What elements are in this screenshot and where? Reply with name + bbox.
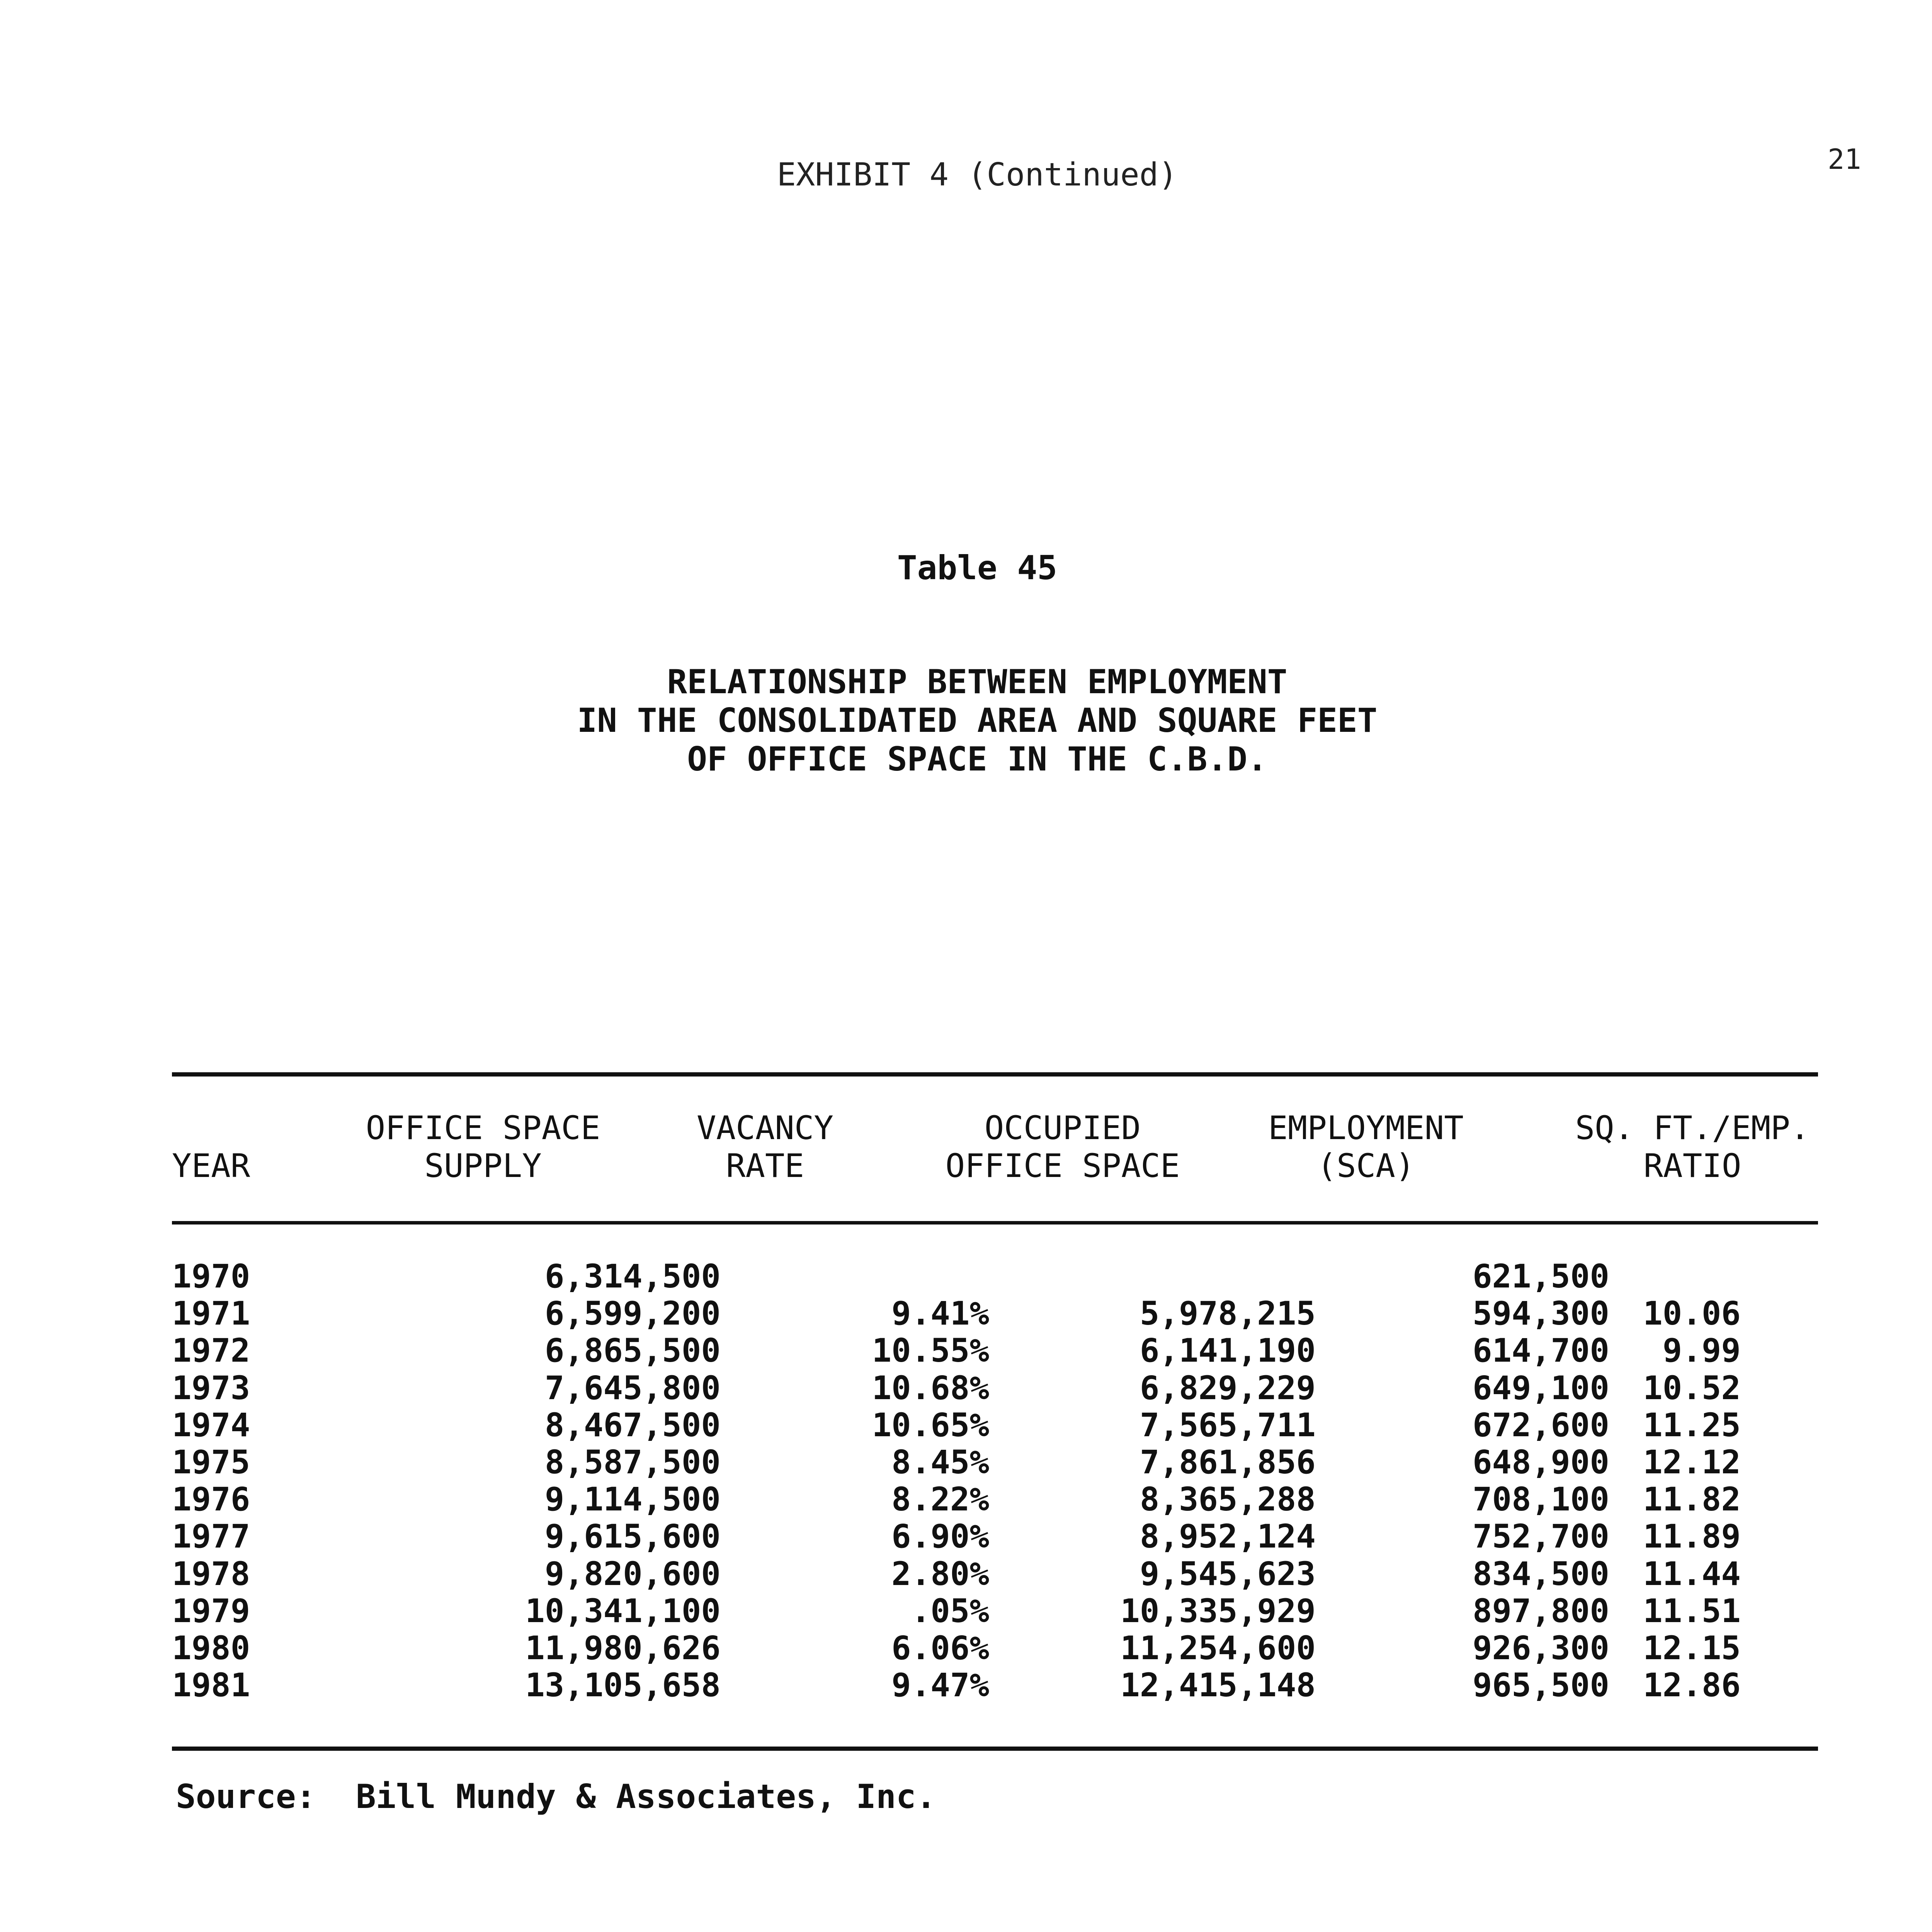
cell-occupied-office-space: 11,254,600 <box>1120 1629 1316 1667</box>
table-row <box>172 1332 1818 1369</box>
cell-sqft-per-emp-ratio: 11.82 <box>1643 1480 1741 1519</box>
table-row <box>172 1258 1818 1295</box>
cell-occupied-office-space: 12,415,148 <box>1120 1666 1316 1704</box>
cell-employment: 672,600 <box>1472 1406 1609 1444</box>
table-row <box>172 1555 1818 1592</box>
cell-year: 1978 <box>172 1554 250 1593</box>
cell-sqft-per-emp-ratio: 12.86 <box>1643 1666 1741 1704</box>
column-header-employment-line-1: EMPLOYMENT <box>1268 1109 1464 1147</box>
cell-vacancy-rate: 6.90% <box>891 1517 989 1556</box>
cell-occupied-office-space: 7,565,711 <box>1139 1406 1316 1444</box>
table-number: Table 45 <box>897 549 1058 587</box>
cell-employment: 965,500 <box>1472 1666 1609 1704</box>
cell-office-space-supply: 11,980,626 <box>525 1629 721 1667</box>
cell-occupied-office-space: 9,545,623 <box>1139 1554 1316 1593</box>
cell-office-space-supply: 9,615,600 <box>544 1517 721 1556</box>
table-row <box>172 1518 1818 1555</box>
table-row <box>172 1295 1818 1332</box>
table-row <box>172 1406 1818 1444</box>
table-row <box>172 1444 1818 1481</box>
cell-occupied-office-space: 7,861,856 <box>1139 1443 1316 1481</box>
source-note <box>176 1777 936 1816</box>
cell-vacancy-rate: .05% <box>911 1592 989 1630</box>
cell-sqft-per-emp-ratio: 11.25 <box>1643 1406 1741 1444</box>
cell-occupied-office-space: 10,335,929 <box>1120 1592 1316 1630</box>
column-header-supply-line-2: SUPPLY <box>424 1147 542 1185</box>
cell-vacancy-rate: 10.68% <box>872 1369 989 1407</box>
table-title-line-2: IN THE CONSOLIDATED AREA AND SQUARE FEET <box>577 701 1378 740</box>
cell-vacancy-rate: 2.80% <box>891 1554 989 1593</box>
cell-sqft-per-emp-ratio: 11.89 <box>1643 1517 1741 1556</box>
cell-office-space-supply: 6,865,500 <box>544 1332 721 1370</box>
cell-year: 1974 <box>172 1406 250 1444</box>
cell-occupied-office-space: 8,365,288 <box>1139 1480 1316 1519</box>
cell-year: 1980 <box>172 1629 250 1667</box>
cell-employment: 649,100 <box>1472 1369 1609 1407</box>
exhibit-heading: EXHIBIT 4 (Continued) <box>777 156 1178 193</box>
cell-year: 1972 <box>172 1332 250 1370</box>
column-header-year-line-1: YEAR <box>172 1147 250 1185</box>
table-title-line-3: OF OFFICE SPACE IN THE C.B.D. <box>687 740 1267 779</box>
cell-vacancy-rate: 10.55% <box>872 1332 989 1370</box>
cell-vacancy-rate: 9.41% <box>891 1294 989 1333</box>
column-header-ratio-line-1: SQ. FT./EMP. <box>1575 1109 1810 1147</box>
cell-year: 1975 <box>172 1443 250 1481</box>
cell-sqft-per-emp-ratio: 10.52 <box>1643 1369 1741 1407</box>
table-bottom-rule <box>172 1747 1818 1751</box>
cell-year: 1971 <box>172 1294 250 1333</box>
cell-employment: 897,800 <box>1472 1592 1609 1630</box>
table-top-rule <box>172 1072 1818 1077</box>
column-header-sqft-per-emp-ratio <box>1565 1109 1820 1185</box>
table-header-rule <box>172 1221 1818 1225</box>
cell-sqft-per-emp-ratio: 10.06 <box>1643 1294 1741 1333</box>
column-header-occupied-office-space <box>927 1109 1198 1185</box>
cell-vacancy-rate: 9.47% <box>891 1666 989 1704</box>
column-header-year <box>172 1147 250 1185</box>
cell-office-space-supply: 8,587,500 <box>544 1443 721 1481</box>
cell-office-space-supply: 7,645,800 <box>544 1369 721 1407</box>
cell-vacancy-rate: 10.65% <box>872 1406 989 1444</box>
column-header-vacancy-line-1: VACANCY <box>696 1109 833 1147</box>
cell-employment: 614,700 <box>1472 1332 1609 1370</box>
table-title-line-1: RELATIONSHIP BETWEEN EMPLOYMENT <box>667 663 1287 701</box>
column-header-employment <box>1260 1109 1472 1185</box>
cell-occupied-office-space: 6,829,229 <box>1139 1369 1316 1407</box>
cell-sqft-per-emp-ratio: 11.51 <box>1643 1592 1741 1630</box>
cell-employment: 926,300 <box>1472 1629 1609 1667</box>
cell-employment: 594,300 <box>1472 1294 1609 1333</box>
cell-occupied-office-space: 5,978,215 <box>1139 1294 1316 1333</box>
column-header-occupied-line-1: OCCUPIED <box>984 1109 1141 1147</box>
column-header-vacancy-line-2: RATE <box>726 1147 804 1185</box>
cell-vacancy-rate: 8.45% <box>891 1443 989 1481</box>
cell-employment: 834,500 <box>1472 1554 1609 1593</box>
cell-office-space-supply: 9,820,600 <box>544 1554 721 1593</box>
table-row <box>172 1481 1818 1518</box>
table-body <box>172 1258 1818 1704</box>
cell-sqft-per-emp-ratio: 9.99 <box>1662 1332 1741 1370</box>
table-row <box>172 1629 1818 1667</box>
cell-year: 1981 <box>172 1666 250 1704</box>
column-header-vacancy-rate <box>696 1109 835 1185</box>
cell-office-space-supply: 10,341,100 <box>525 1592 721 1630</box>
column-header-employment-line-2: (SCA) <box>1317 1147 1415 1185</box>
table-title <box>0 663 1932 779</box>
cell-year: 1979 <box>172 1592 250 1630</box>
cell-year: 1977 <box>172 1517 250 1556</box>
table-row <box>172 1592 1818 1629</box>
cell-employment: 621,500 <box>1472 1257 1609 1295</box>
source-label: Source: <box>176 1777 316 1816</box>
cell-office-space-supply: 13,105,658 <box>525 1666 721 1704</box>
cell-year: 1976 <box>172 1480 250 1519</box>
cell-sqft-per-emp-ratio: 12.15 <box>1643 1629 1741 1667</box>
cell-occupied-office-space: 6,141,190 <box>1139 1332 1316 1370</box>
cell-vacancy-rate: 8.22% <box>891 1480 989 1519</box>
cell-occupied-office-space: 8,952,124 <box>1139 1517 1316 1556</box>
cell-year: 1973 <box>172 1369 250 1407</box>
cell-office-space-supply: 9,114,500 <box>544 1480 721 1519</box>
column-header-ratio-line-2: RATIO <box>1643 1147 1742 1185</box>
table-row <box>172 1667 1818 1704</box>
cell-employment: 708,100 <box>1472 1480 1609 1519</box>
page-number: 21 <box>1828 143 1861 175</box>
column-header-occupied-line-2: OFFICE SPACE <box>945 1147 1180 1185</box>
source-text: Bill Mundy & Associates, Inc. <box>356 1777 936 1816</box>
cell-office-space-supply: 8,467,500 <box>544 1406 721 1444</box>
cell-sqft-per-emp-ratio: 11.44 <box>1643 1554 1741 1593</box>
cell-office-space-supply: 6,314,500 <box>544 1257 721 1295</box>
table-row <box>172 1369 1818 1406</box>
cell-sqft-per-emp-ratio: 12.12 <box>1643 1443 1741 1481</box>
cell-employment: 648,900 <box>1472 1443 1609 1481</box>
cell-year: 1970 <box>172 1257 250 1295</box>
cell-office-space-supply: 6,599,200 <box>544 1294 721 1333</box>
cell-employment: 752,700 <box>1472 1517 1609 1556</box>
cell-vacancy-rate: 6.06% <box>891 1629 989 1667</box>
column-header-office-space-supply <box>359 1109 607 1185</box>
column-header-supply-line-1: OFFICE SPACE <box>366 1109 600 1147</box>
